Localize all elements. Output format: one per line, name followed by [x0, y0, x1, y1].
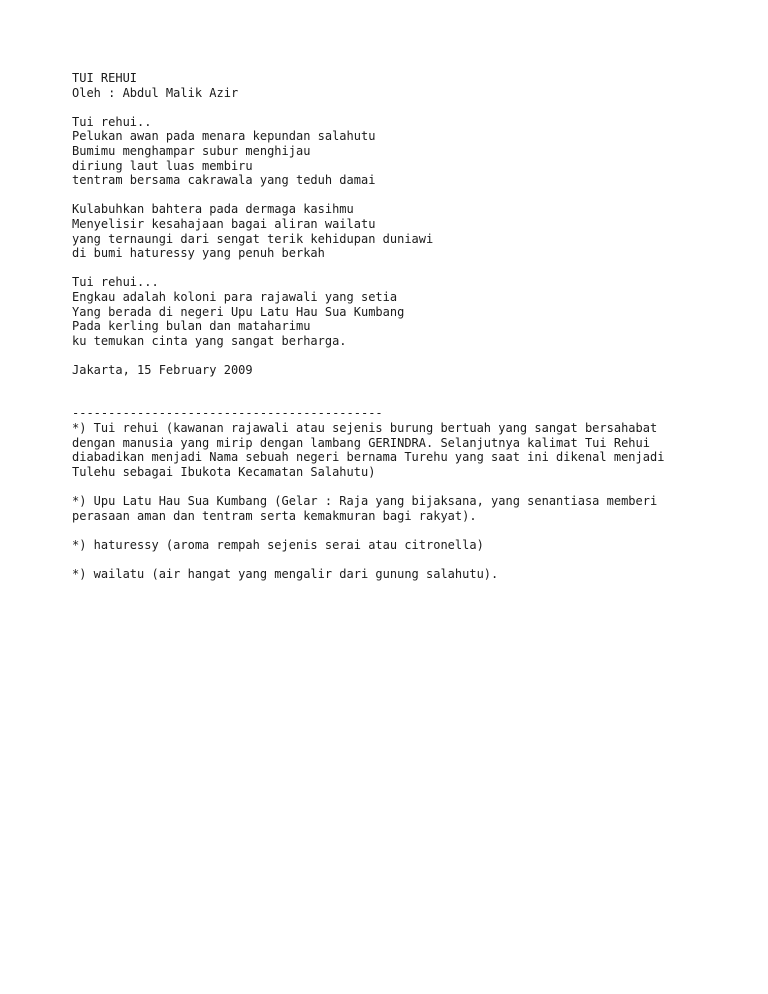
footnote-line: diabadikan menjadi Nama sebuah negeri bernama Turehu yang saat ini dikenal menjadi — [72, 450, 665, 465]
poem-line: ku temukan cinta yang sangat berharga. — [72, 333, 347, 348]
spacer — [72, 261, 752, 276]
poem-line: Menyelisir kesahajaan bagai aliran wailatu — [72, 216, 376, 231]
poem-line: Tui rehui.. — [72, 114, 152, 129]
poem-line: Pelukan awan pada menara kepundan salahutu — [72, 129, 376, 144]
footnote-line: Tulehu sebagai Ibukota Kecamatan Salahutu) — [72, 464, 376, 479]
poem-line: Tui rehui... — [72, 275, 159, 290]
spacer — [72, 479, 752, 494]
document-page — [72, 71, 752, 582]
footnote-line: perasaan aman dan tentram serta kemakmuran bagi rakyat). — [72, 508, 477, 523]
stanza-3 — [72, 275, 752, 348]
footnote-4: *) wailatu (air hangat yang mengalir dari gunung salahutu). — [72, 567, 499, 581]
stanza-2 — [72, 202, 752, 260]
footnote-3: *) haturessy (aroma rempah sejenis serai atau citronella) — [72, 537, 484, 552]
spacer — [72, 348, 752, 363]
footnote-line: *) Upu Latu Hau Sua Kumbang (Gelar : Raja yang bijaksana, yang senantiasa memberi — [72, 494, 658, 509]
spacer — [72, 552, 752, 567]
poem-line: Bumimu menghampar subur menghijau — [72, 143, 311, 158]
footnote-line: *) Tui rehui (kawanan rajawali atau sejenis burung bertuah yang sangat bersahabat — [72, 421, 658, 436]
poem-title: TUI REHUI — [72, 71, 138, 85]
poem-byline: Oleh : Abdul Malik Azir — [72, 85, 239, 100]
poem-line: yang ternaungi dari sengat terik kehidupan duniawi — [72, 231, 434, 246]
spacer — [72, 188, 752, 203]
spacer — [72, 100, 752, 115]
footnote-line: dengan manusia yang mirip dengan lambang GERINDRA. Selanjutnya kalimat Tui Rehui — [72, 435, 650, 450]
stanza-1 — [72, 115, 752, 188]
spacer — [72, 377, 752, 406]
footnote-separator: ------------------------------------------- — [72, 406, 383, 421]
poem-line: diriung laut luas membiru — [72, 158, 253, 173]
spacer — [72, 523, 752, 538]
poem-line: Engkau adalah koloni para rajawali yang setia — [72, 289, 398, 304]
footnote-1 — [72, 421, 752, 479]
poem-line: tentram bersama cakrawala yang teduh damai — [72, 173, 376, 188]
poem-line: di bumi haturessy yang penuh berkah — [72, 246, 325, 261]
place-date: Jakarta, 15 February 2009 — [72, 362, 253, 377]
poem-line: Kulabuhkan bahtera pada dermaga kasihmu — [72, 202, 354, 217]
footnote-2 — [72, 494, 752, 523]
poem-line: Pada kerling bulan dan mataharimu — [72, 319, 311, 334]
poem-line: Yang berada di negeri Upu Latu Hau Sua Kumbang — [72, 304, 405, 319]
